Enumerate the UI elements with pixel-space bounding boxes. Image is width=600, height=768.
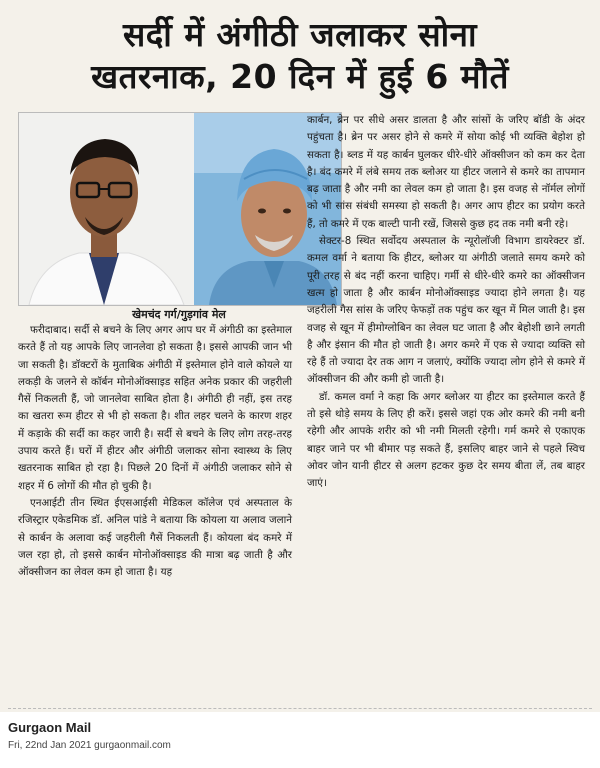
publication-name: Gurgaon Mail [8,720,92,735]
footer-divider [8,708,592,709]
headline [0,14,600,98]
article-photo [18,112,342,306]
paragraph: कार्बन, ब्रेन पर सीधे असर डालता है और सांसों के जरिए बॉडी के अंदर पहुंचता है। ब्रेन पर असर होने से कमरे में सोया कोई भी व्यक्ति बेहोश हो सकता है। ब्लड में यह कार्बन घुलकर धीरे-धीरे ऑक्सीजन को कम कर देता है। बंद कमरे में लंबे समय तक ब्लोअर या हीटर जलाने से कमरे का तापमान बढ़ जाता है और नमी का लेवल कम हो जाता है। इस वजह से नॉर्मल लोगों को भी सांस संबंधी समस्या हो सकती है। अगर आप हीटर का प्रयोग करते हैं, तो कमरे में एक बाल्टी पानी रखें, जिससे कुछ हद तक नमी बनी रहे। [307,114,585,230]
paragraph: एनआईटी तीन स्थित ईएसआईसी मेडिकल कॉलेज एवं अस्पताल के रजिस्ट्रार एकेडमिक डॉ. अनिल पांडे ने बताया कि कोयला या अलाव जलाने से कार्बन के अलावा कई जहरीली गैसें निकलती हैं। कोयला बंद कमरे में जल रहा हो, तो इससे कार्बन मोनोऑक्साइड की मात्रा बढ़ जाती है और ऑक्सीजन का लेवल कम हो जाता है। यह [18,496,292,579]
article-column-right [307,112,585,493]
paragraph: सेक्टर-8 स्थित सर्वोदय अस्पताल के न्यूरोलॉजी विभाग डायरेक्टर डॉ. कमल वर्मा ने बताया कि हीटर, ब्लोअर या अंगीठी जलाते समय कमरे को पूरी तरह से बंद नहीं करना चाहिए। गर्मी से धीरे-धीरे कमरे का ऑक्सीजन खत्म हो जाता है और कार्बन मोनोऑक्साइड ज्यादा होने लगता है। यह जहरीली गैस सांस के जरिए फेफड़ों तक पहुंच कर खून में मिल जाती है। इस वजह से खून में हीमोग्लोबिन का लेवल घट जाता है और बेहोशी छाने लगती है और इंसान की मौत हो जाती है। अगर कमरे में एक से ज्यादा व्यक्ति सो रहे हैं तो ज्यादा देर तक आग न जलाएं, क्योंकि ज्यादा लोग होने से कमरे में ऑक्सीजन की और कमी हो जाती है। [307,235,585,386]
article-column-left [18,322,292,581]
dateline: Fri, 22nd Jan 2021 gurgaonmail.com [8,740,171,751]
doctors-photo-illustration [19,113,341,305]
byline: खेमचंद गर्ग/गुड़गांव मेल [132,308,226,321]
headline-line-2: खतरनाक, 20 दिन में हुई 6 मौतें [91,57,509,96]
paragraph: डॉ. कमल वर्मा ने कहा कि अगर ब्लोअर या हीटर का इस्तेमाल करते हैं तो इसे थोड़े समय के लिए ही करें। इससे जहां एक ओर कमरे की नमी बनी रहेगी और आपके शरीर को भी नमी मिलती रहेगी। गर्म कमरे से एकाएक बाहर जाने पर भी बीमार पड़ सकते हैं, इसलिए बाहर जाने से पहले स्विच ओवर जोन यानी हीटर से अलग हटकर कुछ देर समय बीता लें, तब बाहर जाएं। [307,390,585,490]
paragraph: फरीदाबाद। सर्दी से बचने के लिए अगर आप घर में अंगीठी का इस्तेमाल करते हैं तो यह आपके लिए जानलेवा हो सकता है। इससे आपकी जान भी जा सकती है। डॉक्टरों के मुताबिक अंगीठी में इस्तेमाल होने वाले कोयले या लकड़ी के जलने से कॉर्बन मोनोऑक्साइड सहित अनेक प्रकार की जहरीली गैसें निकलती हैं, जो जानलेवा साबित होता है। अंगीठी ही नहीं, इस तरह का खतरा रूम हीटर से भी हो सकता है। शीत लहर चलने के कारण शहर में कड़ाके की सर्दी का कहर जारी है। सर्दी से बचने के लिए लोग तरह-तरह उपाय करते हैं। घरों में हीटर और अंगीठी जलाकर सोना स्वास्थ्य के लिए खतरनाक साबित हो रहा है। पिछले 20 दिनों में अंगीठी जलाकर सोने से शहर में 6 लोगों की मौत हो चुकी है। [18,324,292,492]
headline-line-1: सर्दी में अंगीठी जलाकर सोना [122,15,478,54]
